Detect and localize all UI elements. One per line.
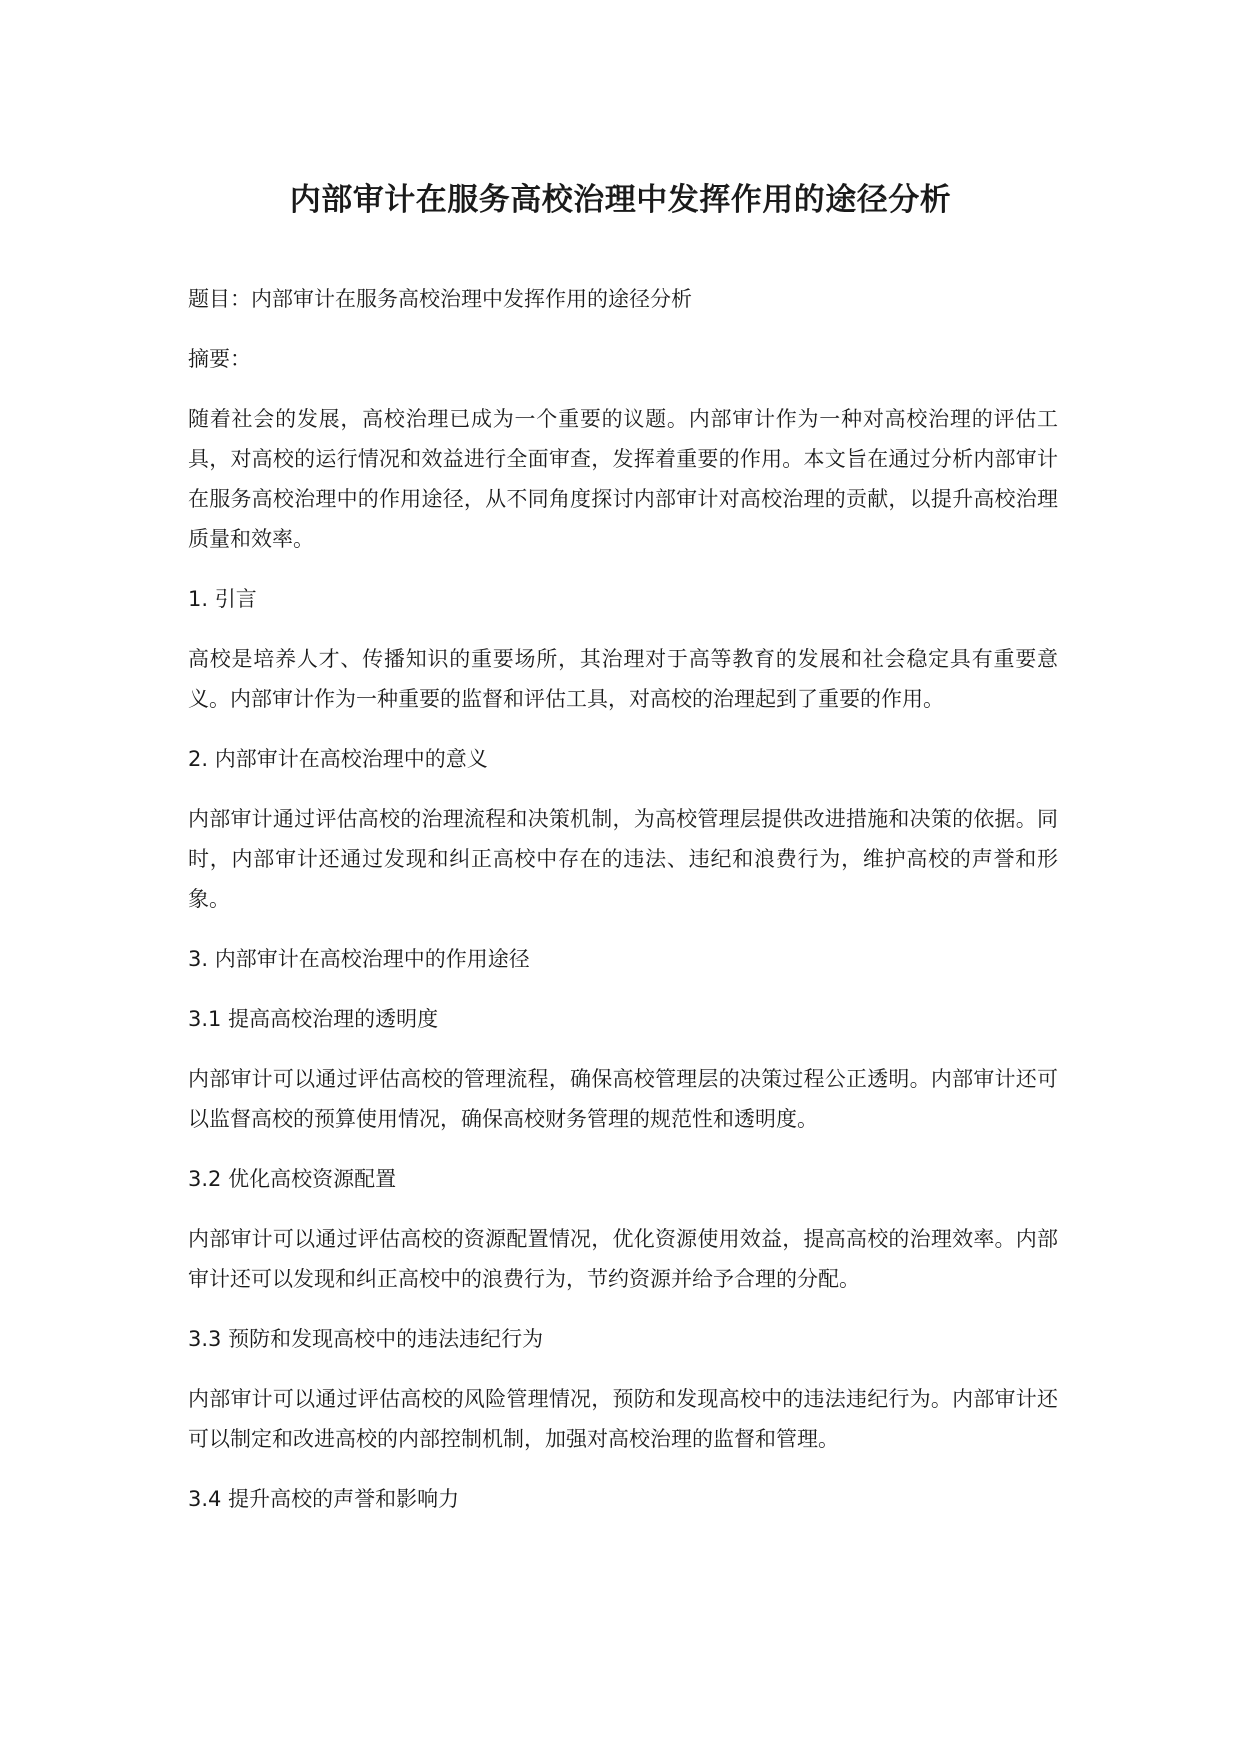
section-body-resources: 内部审计可以通过评估高校的资源配置情况，优化资源使用效益，提高高校的治理效率。内部审计还可以发现和纠正高校中的浪费行为，节约资源并给予合理的分配。: [188, 1227, 1058, 1291]
section-heading-reputation: 3.4 提升高校的声誉和影响力: [188, 1487, 460, 1511]
subject-line: 题目：内部审计在服务高校治理中发挥作用的途径分析: [188, 287, 692, 311]
document-body: [188, 279, 1058, 1539]
document-title: 内部审计在服务高校治理中发挥作用的途径分析: [289, 182, 952, 218]
section-heading-transparency: 3.1 提高高校治理的透明度: [188, 1007, 439, 1031]
abstract-text: 随着社会的发展，高校治理已成为一个重要的议题。内部审计作为一种对高校治理的评估工具，对高校的运行情况和效益进行全面审查，发挥着重要的作用。本文旨在通过分析内部审计在服务高校治理中的作用途径，从不同角度探讨内部审计对高校治理的贡献，以提升高校治理质量和效率。: [188, 407, 1058, 551]
section-heading-significance: 2. 内部审计在高校治理中的意义: [188, 747, 488, 771]
section-heading-intro: 1. 引言: [188, 587, 257, 611]
section-body-transparency: 内部审计可以通过评估高校的管理流程，确保高校管理层的决策过程公正透明。内部审计还可以监督高校的预算使用情况，确保高校财务管理的规范性和透明度。: [188, 1067, 1058, 1131]
section-heading-resources: 3.2 优化高校资源配置: [188, 1167, 397, 1191]
abstract-label: 摘要：: [188, 347, 251, 371]
section-body-intro: 高校是培养人才、传播知识的重要场所，其治理对于高等教育的发展和社会稳定具有重要意义。内部审计作为一种重要的监督和评估工具，对高校的治理起到了重要的作用。: [188, 647, 1058, 711]
section-heading-pathways: 3. 内部审计在高校治理中的作用途径: [188, 947, 530, 971]
section-body-significance: 内部审计通过评估高校的治理流程和决策机制，为高校管理层提供改进措施和决策的依据。同时，内部审计还通过发现和纠正高校中存在的违法、违纪和浪费行为，维护高校的声誉和形象。: [188, 807, 1058, 911]
section-heading-prevention: 3.3 预防和发现高校中的违法违纪行为: [188, 1327, 544, 1351]
section-body-prevention: 内部审计可以通过评估高校的风险管理情况，预防和发现高校中的违法违纪行为。内部审计还可以制定和改进高校的内部控制机制，加强对高校治理的监督和管理。: [188, 1387, 1058, 1451]
